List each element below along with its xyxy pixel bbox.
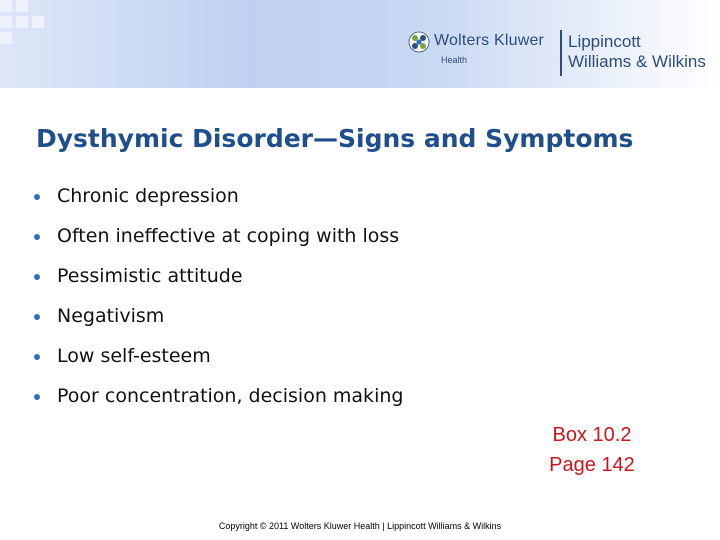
bullet-item	[30, 303, 403, 343]
reference-note	[530, 420, 654, 480]
bullet-item	[30, 263, 403, 303]
bullet-text: Low self-esteem	[57, 345, 211, 367]
bullet-dot-icon	[34, 394, 40, 400]
bullet-dot-icon	[34, 314, 40, 320]
bullet-text: Often ineffective at coping with loss	[57, 225, 400, 247]
bullet-item	[30, 343, 403, 383]
bullet-item	[30, 183, 403, 223]
bullet-item	[30, 223, 403, 263]
corner-pattern	[0, 0, 44, 60]
globe-icon	[408, 31, 430, 53]
bullet-text: Negativism	[57, 305, 165, 327]
bullet-dot-icon	[34, 274, 40, 280]
slide-title: Dysthymic Disorder—Signs and Symptoms	[36, 124, 634, 153]
publisher-division: Health	[441, 55, 468, 65]
reference-page-number: Page 142	[549, 454, 635, 476]
copyright-footer: Copyright © 2011 Wolters Kluwer Health | Lippincott Williams & Wilkins	[218, 521, 502, 531]
bullet-text: Chronic depression	[57, 185, 239, 207]
bullet-list	[30, 183, 403, 423]
bullet-text: Pessimistic attitude	[57, 265, 243, 287]
bullet-item	[30, 383, 403, 423]
reference-box-number: Box 10.2	[552, 424, 632, 446]
publisher-logo	[408, 28, 720, 80]
imprint-line-1: Lippincott	[568, 32, 641, 51]
bullet-text: Poor concentration, decision making	[57, 385, 404, 407]
bullet-dot-icon	[34, 194, 40, 200]
publisher-name: Wolters Kluwer	[434, 32, 545, 49]
logo-divider	[560, 30, 562, 76]
header-band	[0, 0, 720, 88]
bullet-dot-icon	[34, 354, 40, 360]
imprint-line-2: Williams & Wilkins	[568, 52, 706, 71]
bullet-dot-icon	[34, 234, 40, 240]
imprint-name	[568, 32, 706, 72]
